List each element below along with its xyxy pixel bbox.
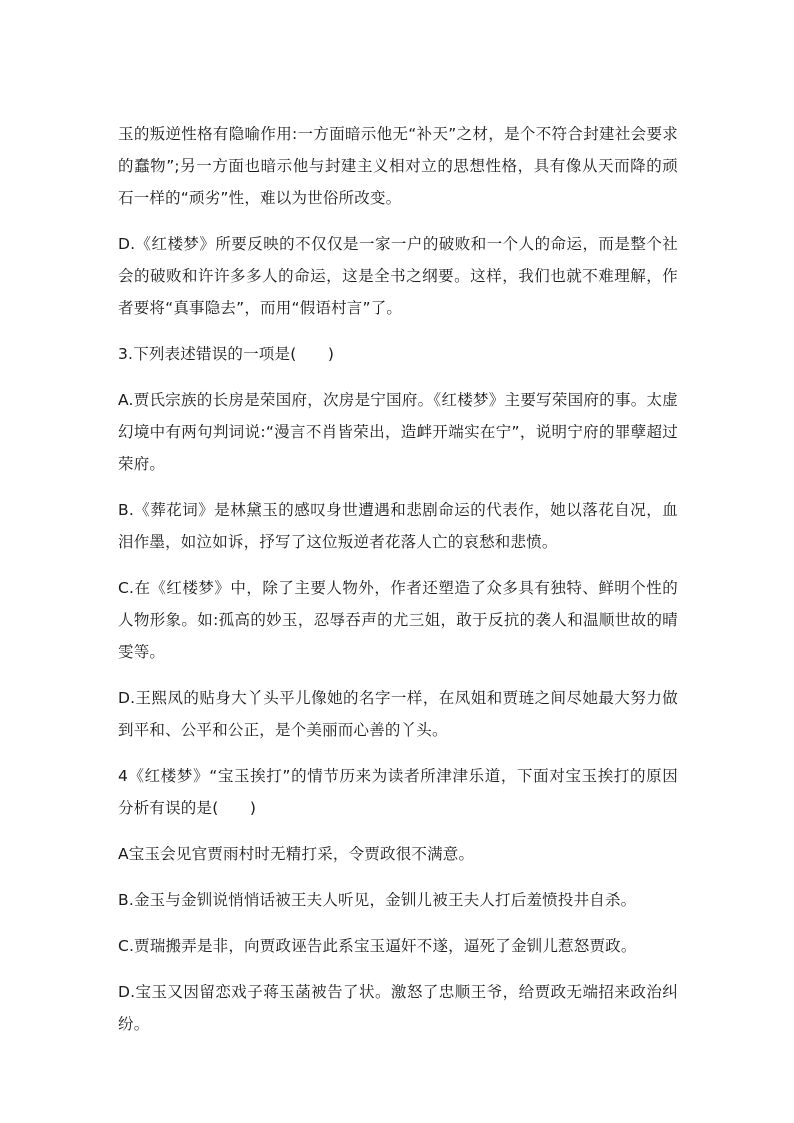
question-3-option-a: A.贾氏宗族的长房是荣国府，次房是宁国府。《红楼梦》主要写荣国府的事。太虚幻境中有两句判词说:“漫言不肖皆荣出，造衅开端实在宁”，说明宁府的罪孽超过荣府。 (118, 391, 678, 473)
question-3-option-c: C.在《红楼梦》中，除了主要人物外，作者还塑造了众多具有独特、鲜明个性的人物形象。如:孤高的妙玉，忍辱吞声的尤三姐，敢于反抗的袭人和温顺世故的晴雯等。 (118, 579, 678, 661)
question-3-option-d: D.王熙凤的贴身大丫头平儿像她的名字一样，在凤姐和贾琏之间尽她最大努力做到平和、公平和公正，是个美丽而心善的丫头。 (118, 689, 678, 739)
question-3-option-b: B.《葬花词》是林黛玉的感叹身世遭遇和悲剧命运的代表作，她以落花自况，血泪作墨，如泣如诉，抒写了这位叛逆者花落人亡的哀愁和悲愤。 (118, 501, 678, 551)
paragraph-continued-option-c: 玉的叛逆性格有隐喻作用:一方面暗示他无“补天”之材，是个不符合封建社会要求的蠢物”;另一方面也暗示他与封建主义相对立的思想性格，具有像从天而降的顽石一样的“顽劣”性，难以为世俗所改变。 (118, 125, 678, 207)
question-4-option-d: D.宝玉又因留恋戏子蒋玉菡被告了状。激怒了忠顺王爷，给贾政无端招来政治纠纷。 (118, 983, 678, 1033)
question-4-stem: 4《红楼梦》“宝玉挨打”的情节历来为读者所津津乐道，下面对宝玉挨打的原因分析有误的是( ) (118, 767, 678, 817)
question-4-option-a: A宝玉会见官贾雨村时无精打采，令贾政很不满意。 (118, 845, 475, 863)
question-3-stem: 3.下列表述错误的一项是( ) (118, 345, 335, 363)
question-4-option-c: C.贾瑞搬弄是非，向贾政诬告此系宝玉逼奸不遂，逼死了金钏儿惹怒贾政。 (118, 937, 637, 955)
paragraph-option-d-q2: D.《红楼梦》所要反映的不仅仅是一家一户的破败和一个人的命运，而是整个社会的破败和许许多多人的命运，这是全书之纲要。这样，我们也就不难理解，作者要将“真事隐去”，而用“假语村言”了。 (118, 235, 678, 317)
question-4-option-b: B.金玉与金钏说悄悄话被王夫人听见，金钏儿被王夫人打后羞愤投井自杀。 (118, 891, 637, 909)
document-body (118, 118, 678, 1054)
